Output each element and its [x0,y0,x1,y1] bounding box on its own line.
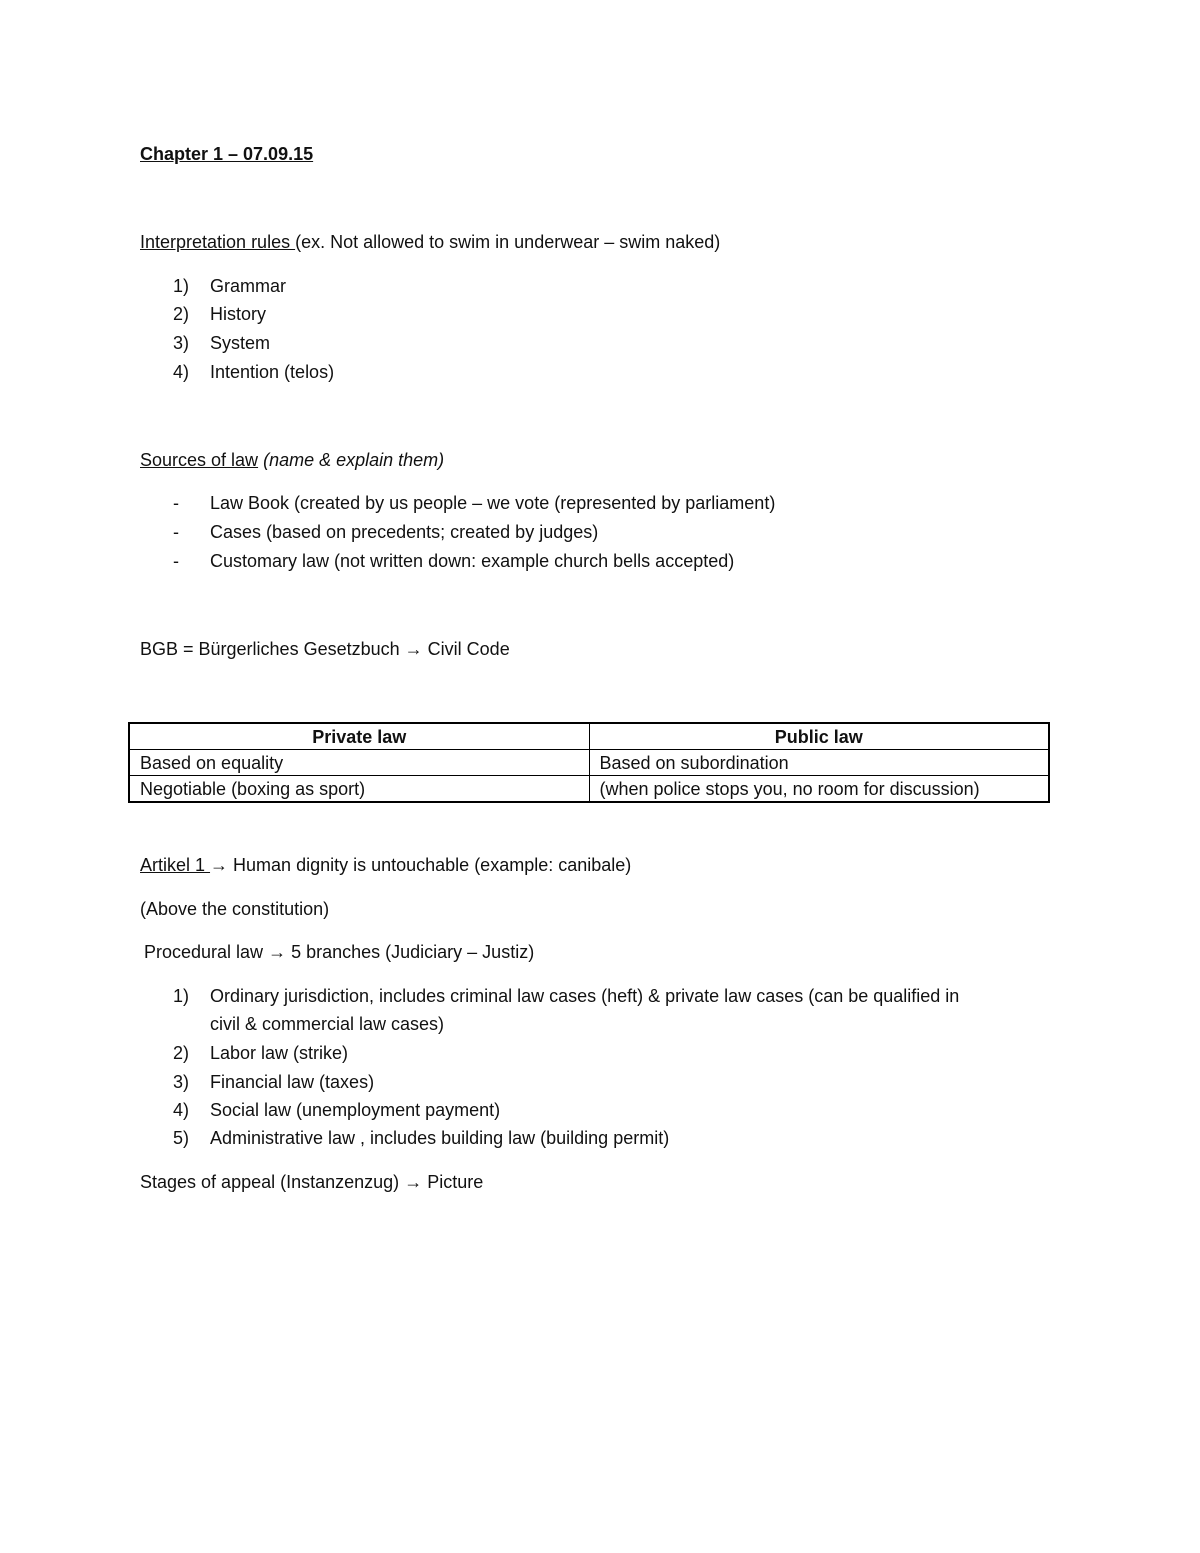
sources-heading-line [140,449,444,471]
list-item: Ordinary jurisdiction, includes criminal law cases (heft) & private law cases (can be qualified in [210,986,960,1006]
stages-left: Stages of appeal (Instanzenzug) [140,1172,400,1192]
law-comparison-table [128,722,1050,803]
arrow-right-icon: → [268,942,287,962]
list-number: 2) [173,1043,190,1063]
list-number: 1) [173,276,190,296]
list-number: 1) [173,986,190,1006]
arrow-right-icon: → [210,855,229,875]
bgb-left: BGB = Bürgerliches Gesetzbuch [140,639,400,659]
table-cell: Based on equality [129,750,589,776]
artikel-label: Artikel 1 [140,855,211,875]
arrow-right-icon: → [404,1172,423,1192]
list-item: Social law (unemployment payment) [210,1100,501,1120]
bgb-line [140,638,510,660]
interpretation-note: (ex. Not allowed to swim in underwear – swim naked) [295,232,721,252]
list-number: 5) [173,1128,190,1148]
list-item: Customary law (not written down: example church bells accepted) [210,551,735,571]
interpretation-heading: Interpretation rules [140,232,296,252]
list-item: History [210,304,267,324]
table-cell: Based on subordination [589,750,1049,776]
table-row [129,776,1049,803]
procedural-line [144,941,534,963]
list-item-continuation: civil & commercial law cases) [210,1014,445,1034]
page-title: Chapter 1 – 07.09.15 [140,144,314,164]
list-number: 4) [173,1100,190,1120]
table-cell: (when police stops you, no room for discussion) [589,776,1049,803]
stages-line [140,1171,483,1193]
artikel-text: Human dignity is untouchable (example: canibale) [233,855,632,875]
list-item: Cases (based on precedents; created by judges) [210,522,599,542]
bullet: - [173,522,179,542]
table-cell: Negotiable (boxing as sport) [129,776,589,803]
arrow-right-icon: → [404,639,423,659]
list-item: Labor law (strike) [210,1043,349,1063]
artikel-line [140,854,631,876]
table-row [129,750,1049,776]
list-item: Financial law (taxes) [210,1072,375,1092]
bullet: - [173,493,179,513]
procedural-left: Procedural law [144,942,264,962]
list-item: Administrative law , includes building law (building permit) [210,1128,670,1148]
bullet: - [173,551,179,571]
list-item: Law Book (created by us people – we vote (represented by parliament) [210,493,776,513]
list-number: 3) [173,333,190,353]
bgb-right: Civil Code [427,639,510,659]
table-header-row [129,723,1049,750]
list-number: 4) [173,362,190,382]
list-item: Grammar [210,276,286,296]
table-header-public: Public law [589,723,1049,750]
table-header-private: Private law [129,723,589,750]
above-constitution: (Above the constitution) [140,899,330,919]
list-number: 3) [173,1072,190,1092]
stages-right: Picture [427,1172,484,1192]
interpretation-heading-line [140,231,720,253]
list-number: 2) [173,304,190,324]
list-item: Intention (telos) [210,362,335,382]
list-item: System [210,333,271,353]
sources-heading: Sources of law [140,450,259,470]
sources-note: (name & explain them) [263,450,445,470]
procedural-right: 5 branches (Judiciary – Justiz) [291,942,535,962]
